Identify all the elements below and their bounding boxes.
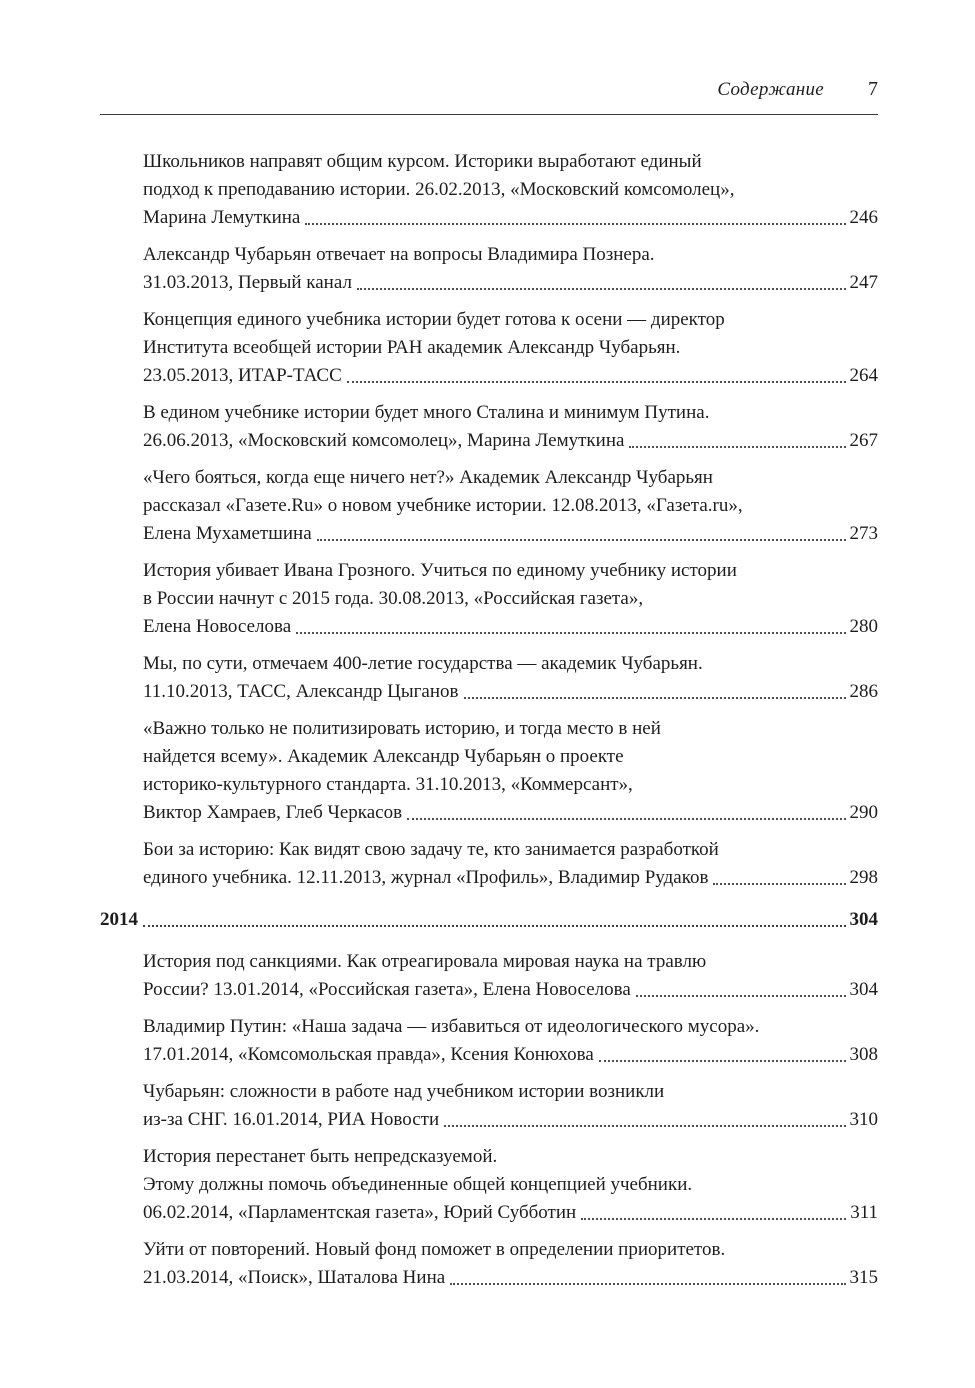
- entry-text-line: История перестанет быть непредсказуемой.: [143, 1146, 498, 1167]
- toc-entry: [100, 399, 878, 455]
- entry-page-number: 311: [850, 1202, 878, 1223]
- toc-entry: [100, 1143, 878, 1227]
- entry-last-line: [143, 1106, 878, 1134]
- entry-last-line: [143, 1041, 878, 1069]
- toc-entry: [100, 715, 878, 827]
- entry-text-line: 2014: [100, 909, 138, 930]
- dot-leader: [464, 678, 846, 699]
- entry-page-number: 304: [849, 979, 878, 1000]
- entry-last-line: [143, 427, 878, 455]
- dot-leader: [296, 613, 845, 634]
- entry-page-number: 267: [849, 430, 878, 451]
- entry-page-number: 246: [849, 207, 878, 228]
- toc-entry: [100, 650, 878, 706]
- entry-last-line: [143, 678, 878, 706]
- toc-entry: [100, 948, 878, 1004]
- toc-entry: [100, 241, 878, 297]
- entry-text-line: Владимир Путин: «Наша задача — избавиться от идеологического мусора».: [143, 1016, 760, 1037]
- entry-last-line: [143, 864, 878, 892]
- entry-text-line: История убивает Ивана Грозного. Учиться по единому учебнику истории: [143, 560, 737, 581]
- entry-text-line: в России начнут с 2015 года. 30.08.2013, «Российская газета»,: [143, 588, 644, 609]
- entry-last-line: [143, 204, 878, 232]
- entry-page-number: 286: [849, 681, 878, 702]
- dot-leader: [357, 269, 846, 290]
- header-page-number: 7: [868, 78, 878, 100]
- toc-entry: [100, 306, 878, 390]
- toc-entry: [100, 148, 878, 232]
- entry-page-number: 304: [849, 909, 878, 930]
- entry-text-line: «Чего бояться, когда еще ничего нет?» Академик Александр Чубарьян: [143, 467, 713, 488]
- entry-last-line: [100, 906, 878, 934]
- entry-text-line: из-за СНГ. 16.01.2014, РИА Новости: [143, 1109, 440, 1130]
- entry-page-number: 298: [849, 867, 878, 888]
- entry-text-line: найдется всему». Академик Александр Чубарьян о проекте: [143, 746, 624, 767]
- entry-text-line: «Важно только не политизировать историю, и тогда место в ней: [143, 718, 661, 739]
- toc-entry: [100, 1236, 878, 1292]
- entry-text-line: Концепция единого учебника истории будет готова к осени — директор: [143, 309, 725, 330]
- toc-entry: [100, 1013, 878, 1069]
- entry-text-line: Мы, по сути, отмечаем 400-летие государства — академик Чубарьян.: [143, 653, 703, 674]
- toc-list: [100, 148, 878, 1292]
- header-rule: [100, 114, 878, 115]
- toc-entry: [100, 1078, 878, 1134]
- entry-text-line: 26.06.2013, «Московский комсомолец», Марина Лемуткина: [143, 430, 625, 451]
- entry-text-line: Бои за историю: Как видят свою задачу те, кто занимается разработкой: [143, 839, 719, 860]
- entry-page-number: 315: [849, 1267, 878, 1288]
- entry-last-line: [143, 976, 878, 1004]
- entry-text-line: Уйти от повторений. Новый фонд поможет в определении приоритетов.: [143, 1239, 726, 1260]
- entry-text-line: рассказал «Газете.Ru» о новом учебнике истории. 12.08.2013, «Газета.ru»,: [143, 495, 743, 516]
- entry-page-number: 264: [849, 365, 878, 386]
- entry-text-line: 17.01.2014, «Комсомольская правда», Ксения Конюхова: [143, 1044, 594, 1065]
- entry-last-line: [143, 613, 878, 641]
- entry-last-line: [143, 1264, 878, 1292]
- dot-leader: [317, 520, 846, 541]
- entry-page-number: 280: [849, 616, 878, 637]
- dot-leader: [450, 1264, 845, 1285]
- dot-leader: [305, 204, 845, 225]
- dot-leader: [629, 427, 845, 448]
- dot-leader: [636, 976, 846, 997]
- entry-text-line: Школьников направят общим курсом. Историки выработают единый: [143, 151, 702, 172]
- toc-entry: [100, 464, 878, 548]
- toc-year-entry: [100, 906, 878, 934]
- dot-leader: [347, 362, 846, 383]
- entry-text-line: 23.05.2013, ИТАР-ТАСС: [143, 365, 342, 386]
- entry-text-line: Института всеобщей истории РАН академик Александр Чубарьян.: [143, 337, 681, 358]
- entry-last-line: [143, 269, 878, 297]
- entry-page-number: 310: [849, 1109, 878, 1130]
- entry-text-line: Марина Лемуткина: [143, 207, 301, 228]
- entry-text-line: Елена Мухаметшина: [143, 523, 312, 544]
- entry-text-line: Этому должны помочь объединенные общей концепцией учебники.: [143, 1174, 693, 1195]
- entry-text-line: В едином учебнике истории будет много Сталина и минимум Путина.: [143, 402, 710, 423]
- header-title: Содержание: [717, 79, 824, 100]
- entry-text-line: Чубарьян: сложности в работе над учебником истории возникли: [143, 1081, 665, 1102]
- dot-leader: [581, 1199, 846, 1220]
- entry-text-line: 31.03.2013, Первый канал: [143, 272, 352, 293]
- entry-text-line: 06.02.2014, «Парламентская газета», Юрий Субботин: [143, 1202, 577, 1223]
- dot-leader: [444, 1106, 845, 1127]
- entry-text-line: подход к преподаванию истории. 26.02.2013, «Московский комсомолец»,: [143, 179, 735, 200]
- entry-last-line: [143, 799, 878, 827]
- entry-page-number: 247: [849, 272, 878, 293]
- entry-page-number: 308: [849, 1044, 878, 1065]
- entry-text-line: историко-культурного стандарта. 31.10.2013, «Коммерсант»,: [143, 774, 633, 795]
- entry-last-line: [143, 1199, 878, 1227]
- toc-entry: [100, 836, 878, 892]
- dot-leader: [599, 1041, 846, 1062]
- entry-text-line: 11.10.2013, ТАСС, Александр Цыганов: [143, 681, 459, 702]
- dot-leader: [407, 799, 845, 820]
- entry-text-line: России? 13.01.2014, «Российская газета», Елена Новоселова: [143, 979, 631, 1000]
- entry-text-line: 21.03.2014, «Поиск», Шаталова Нина: [143, 1267, 446, 1288]
- entry-text-line: Виктор Хамраев, Глеб Черкасов: [143, 802, 403, 823]
- toc-entry: [100, 557, 878, 641]
- dot-leader: [713, 864, 845, 885]
- entry-last-line: [143, 520, 878, 548]
- page-header: [100, 78, 878, 101]
- entry-text-line: Александр Чубарьян отвечает на вопросы Владимира Познера.: [143, 244, 655, 265]
- entry-text-line: История под санкциями. Как отреагировала мировая наука на травлю: [143, 951, 707, 972]
- entry-page-number: 273: [849, 523, 878, 544]
- entry-text-line: Елена Новоселова: [143, 616, 292, 637]
- entry-page-number: 290: [849, 802, 878, 823]
- entry-last-line: [143, 362, 878, 390]
- dot-leader: [143, 906, 846, 927]
- entry-text-line: единого учебника. 12.11.2013, журнал «Профиль», Владимир Рудаков: [143, 867, 709, 888]
